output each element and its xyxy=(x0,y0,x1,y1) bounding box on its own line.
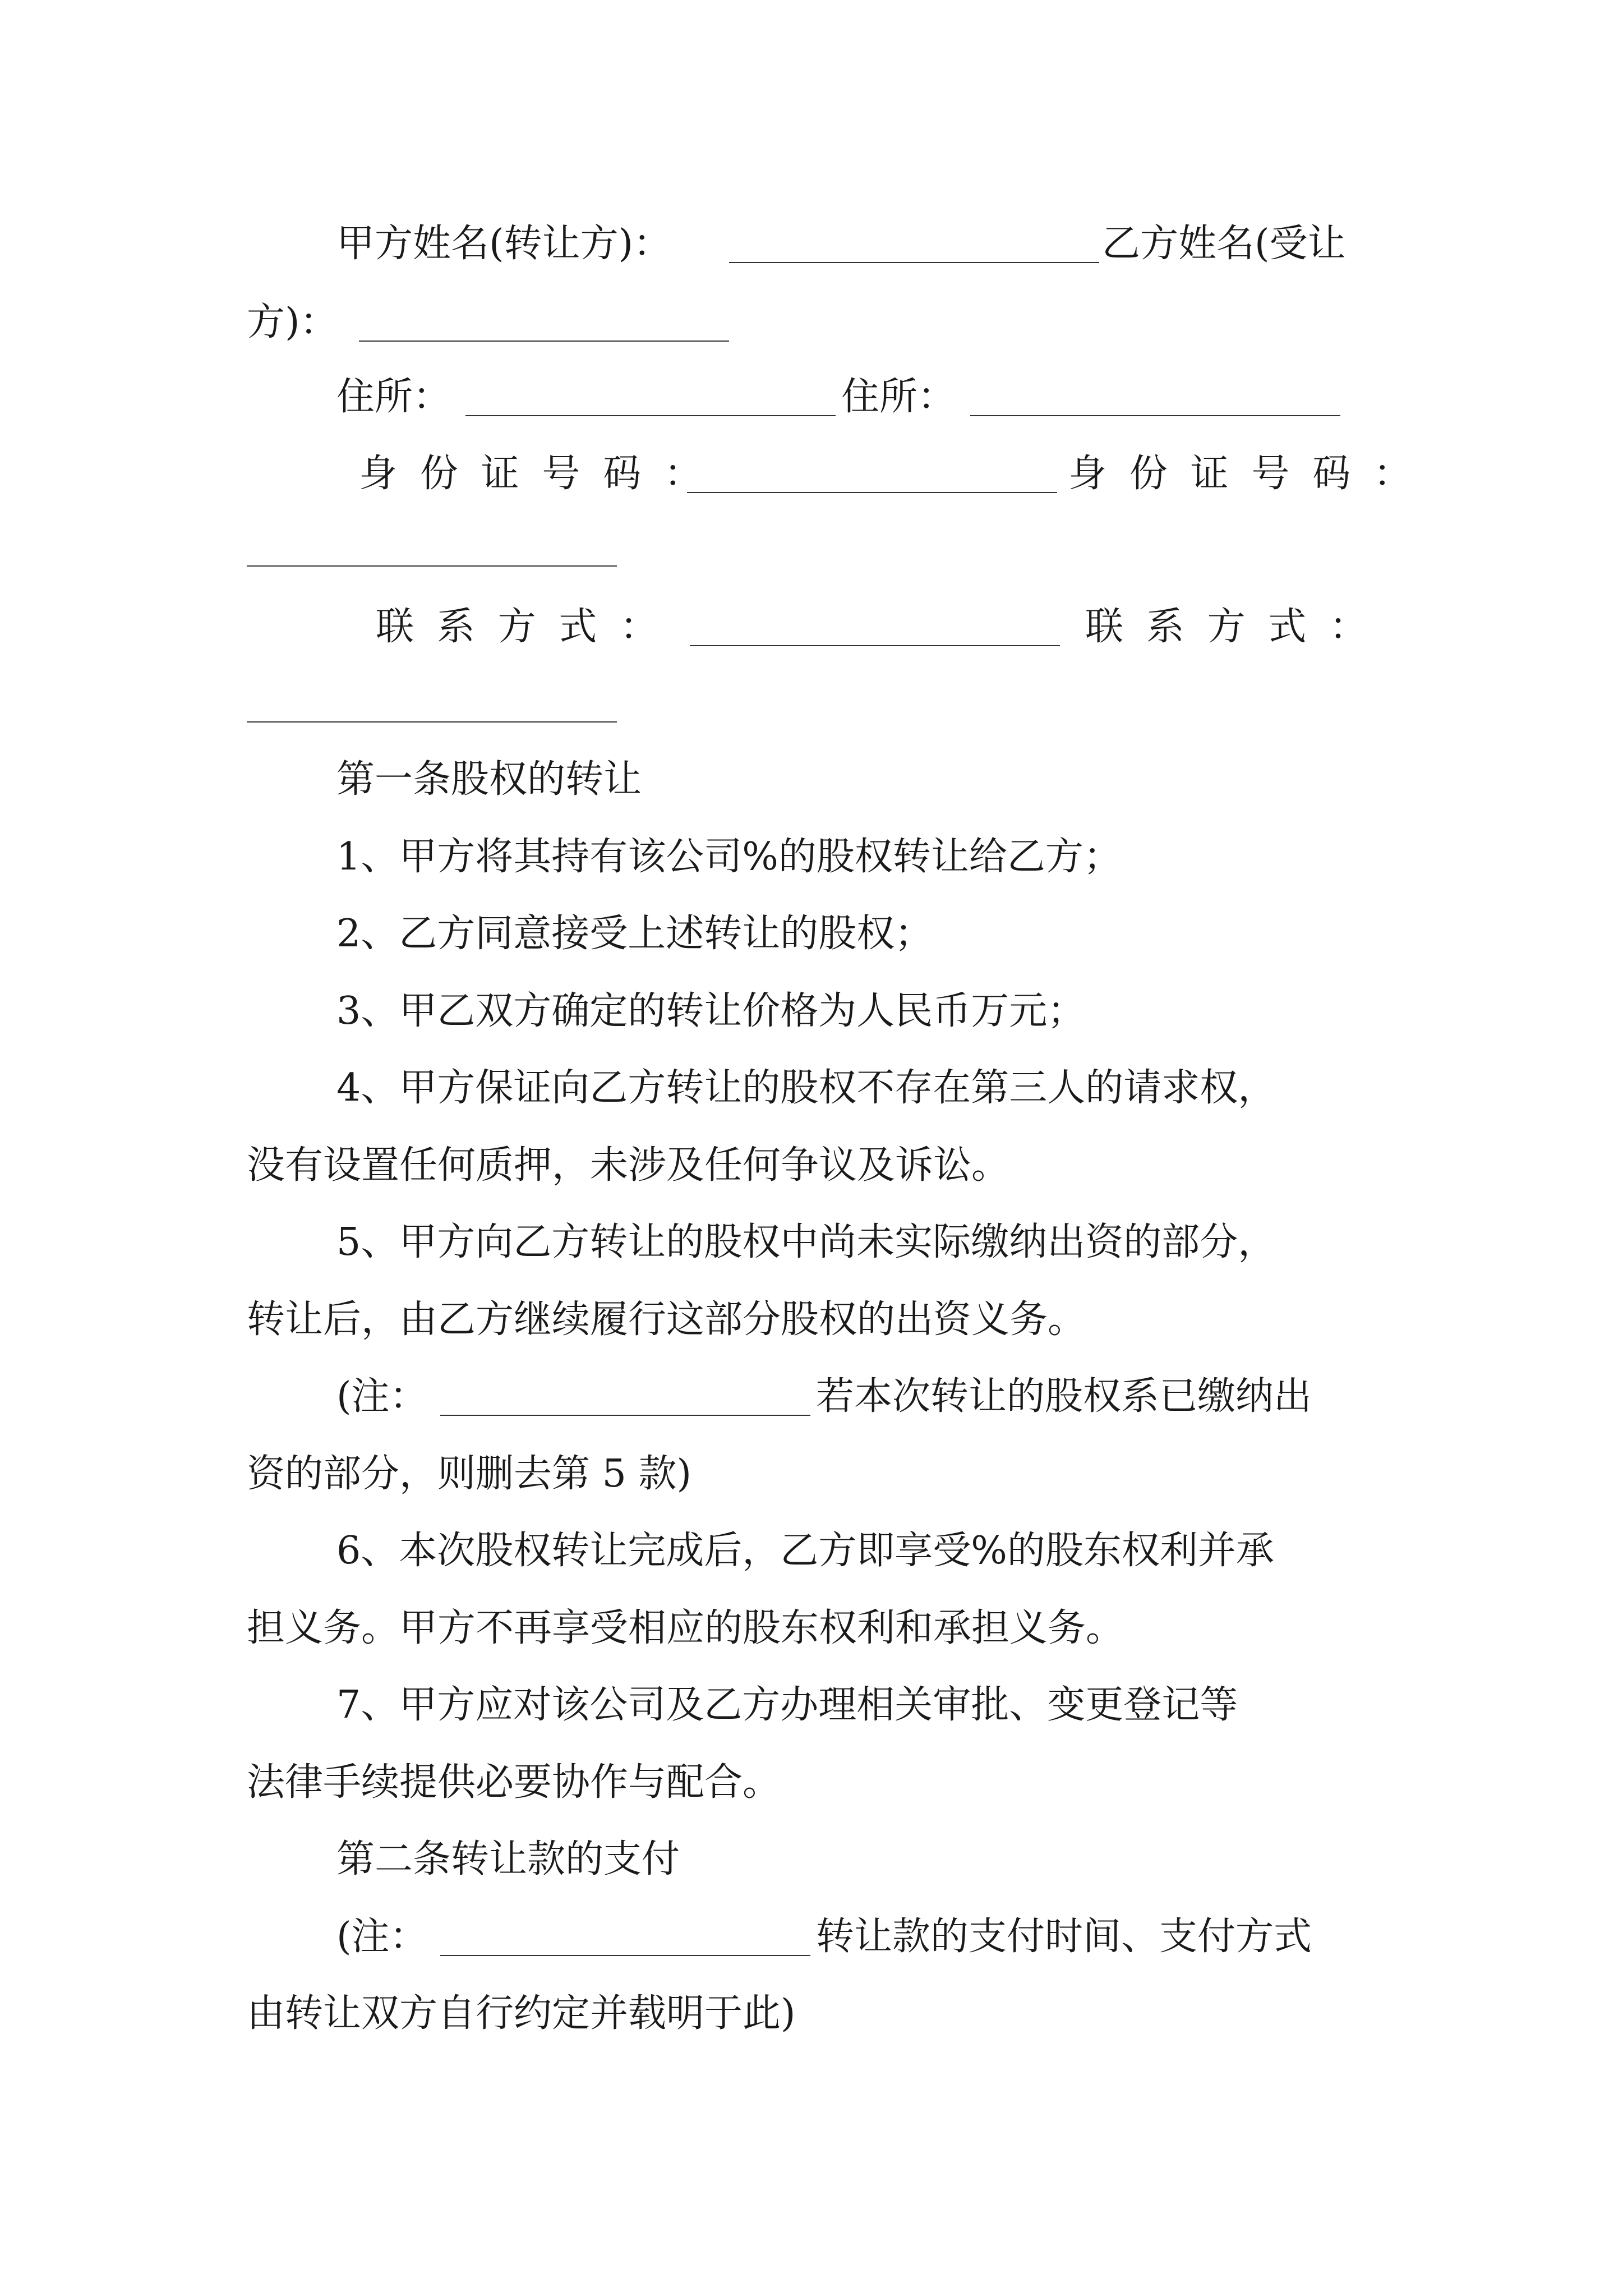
party-a-name-label: 甲方姓名(转让方)： xyxy=(336,222,672,266)
contact-line xyxy=(0,599,1623,655)
article1-note-prefix: (注： xyxy=(336,1374,428,1419)
article1-item4-text: 4、甲方保证向乙方转让的股权不存在第三人的请求权， xyxy=(336,1066,1276,1110)
party-a-id-blank[interactable] xyxy=(687,492,1057,493)
article1-item6-text: 6、本次股权转让完成后，乙方即享受%的股东权利并承 xyxy=(336,1529,1274,1573)
article1-note-line2 xyxy=(0,1446,1623,1502)
article1-note-text-cont: 资的部分，则删去第 5 款) xyxy=(247,1452,692,1496)
party-a-contact-label: 联系方式： xyxy=(376,605,681,649)
party-b-name-label-cont: 方)： xyxy=(247,300,338,344)
party-b-contact-label: 联系方式： xyxy=(1085,605,1391,649)
party-a-name-blank[interactable] xyxy=(729,262,1099,263)
article1-item2: 2、乙方同意接受上述转让的股权； xyxy=(336,912,933,956)
article1-item7-line1 xyxy=(0,1677,1623,1733)
article1-heading: 第一条股权的转让 xyxy=(336,757,642,802)
party-b-id-blank[interactable] xyxy=(247,565,617,567)
party-b-address-label: 住所： xyxy=(841,375,956,419)
address-line xyxy=(0,369,1623,425)
article2-heading-line xyxy=(0,1832,1623,1888)
article1-item4-line1 xyxy=(0,1060,1623,1116)
party-b-name-label: 乙方姓名(受让 xyxy=(1102,222,1346,266)
article1-item7-line2 xyxy=(0,1755,1623,1811)
article2-note-text: 转让款的支付时间、支付方式 xyxy=(816,1915,1312,1959)
id-number-line xyxy=(0,446,1623,502)
article1-item3: 3、甲乙双方确定的转让价格为人民币万元； xyxy=(336,989,1086,1033)
article1-item4-line2 xyxy=(0,1138,1623,1194)
article1-item1-line xyxy=(0,829,1623,885)
article2-note-line2 xyxy=(0,1986,1623,2042)
article1-item5-line1 xyxy=(0,1214,1623,1271)
party-a-id-label: 身份证号码： xyxy=(359,452,725,496)
party-a-address-label: 住所： xyxy=(336,375,451,419)
article1-note-text: 若本次转让的股权系已缴纳出 xyxy=(816,1374,1312,1419)
article1-item6-text-cont: 担义务。甲方不再享受相应的股东权利和承担义务。 xyxy=(247,1606,1124,1650)
article2-note-text-cont: 由转让双方自行约定并载明于此) xyxy=(247,1991,796,2036)
party-b-name-blank[interactable] xyxy=(359,341,729,342)
party-b-address-blank[interactable] xyxy=(970,415,1340,416)
article1-item7-text: 7、甲方应对该公司及乙方办理相关审批、变更登记等 xyxy=(336,1683,1238,1727)
party-b-contact-blank[interactable] xyxy=(247,721,617,723)
party-a-address-blank[interactable] xyxy=(465,415,836,416)
article1-item5-text-cont: 转让后，由乙方继续履行这部分股权的出资义务。 xyxy=(247,1297,1086,1342)
article1-item6-line1 xyxy=(0,1523,1623,1579)
party-b-id-label: 身份证号码： xyxy=(1068,452,1435,496)
party-a-contact-blank[interactable] xyxy=(690,645,1060,646)
article1-item3-line xyxy=(0,983,1623,1039)
article1-item5-text: 5、甲方向乙方转让的股权中尚未实际缴纳出资的部分， xyxy=(336,1220,1276,1264)
article1-item7-text-cont: 法律手续提供必要协作与配合。 xyxy=(247,1760,781,1805)
article2-note-line1 xyxy=(0,1909,1623,1965)
article1-item6-line2 xyxy=(0,1600,1623,1657)
party-name-line xyxy=(0,216,1623,272)
article1-note-line1 xyxy=(0,1369,1623,1425)
party-name-line-2 xyxy=(0,295,1623,351)
article1-item5-line2 xyxy=(0,1292,1623,1348)
article2-note-prefix: (注： xyxy=(336,1915,428,1959)
article1-item2-line xyxy=(0,906,1623,962)
article1-item4-text-cont: 没有设置任何质押，未涉及任何争议及诉讼。 xyxy=(247,1143,1010,1188)
article1-heading-line xyxy=(0,752,1623,808)
article2-heading: 第二条转让款的支付 xyxy=(336,1837,680,1881)
article1-note-blank[interactable] xyxy=(440,1415,810,1416)
article2-note-blank[interactable] xyxy=(440,1955,810,1956)
article1-item1: 1、甲方将其持有该公司%的股权转让给乙方； xyxy=(336,835,1122,879)
